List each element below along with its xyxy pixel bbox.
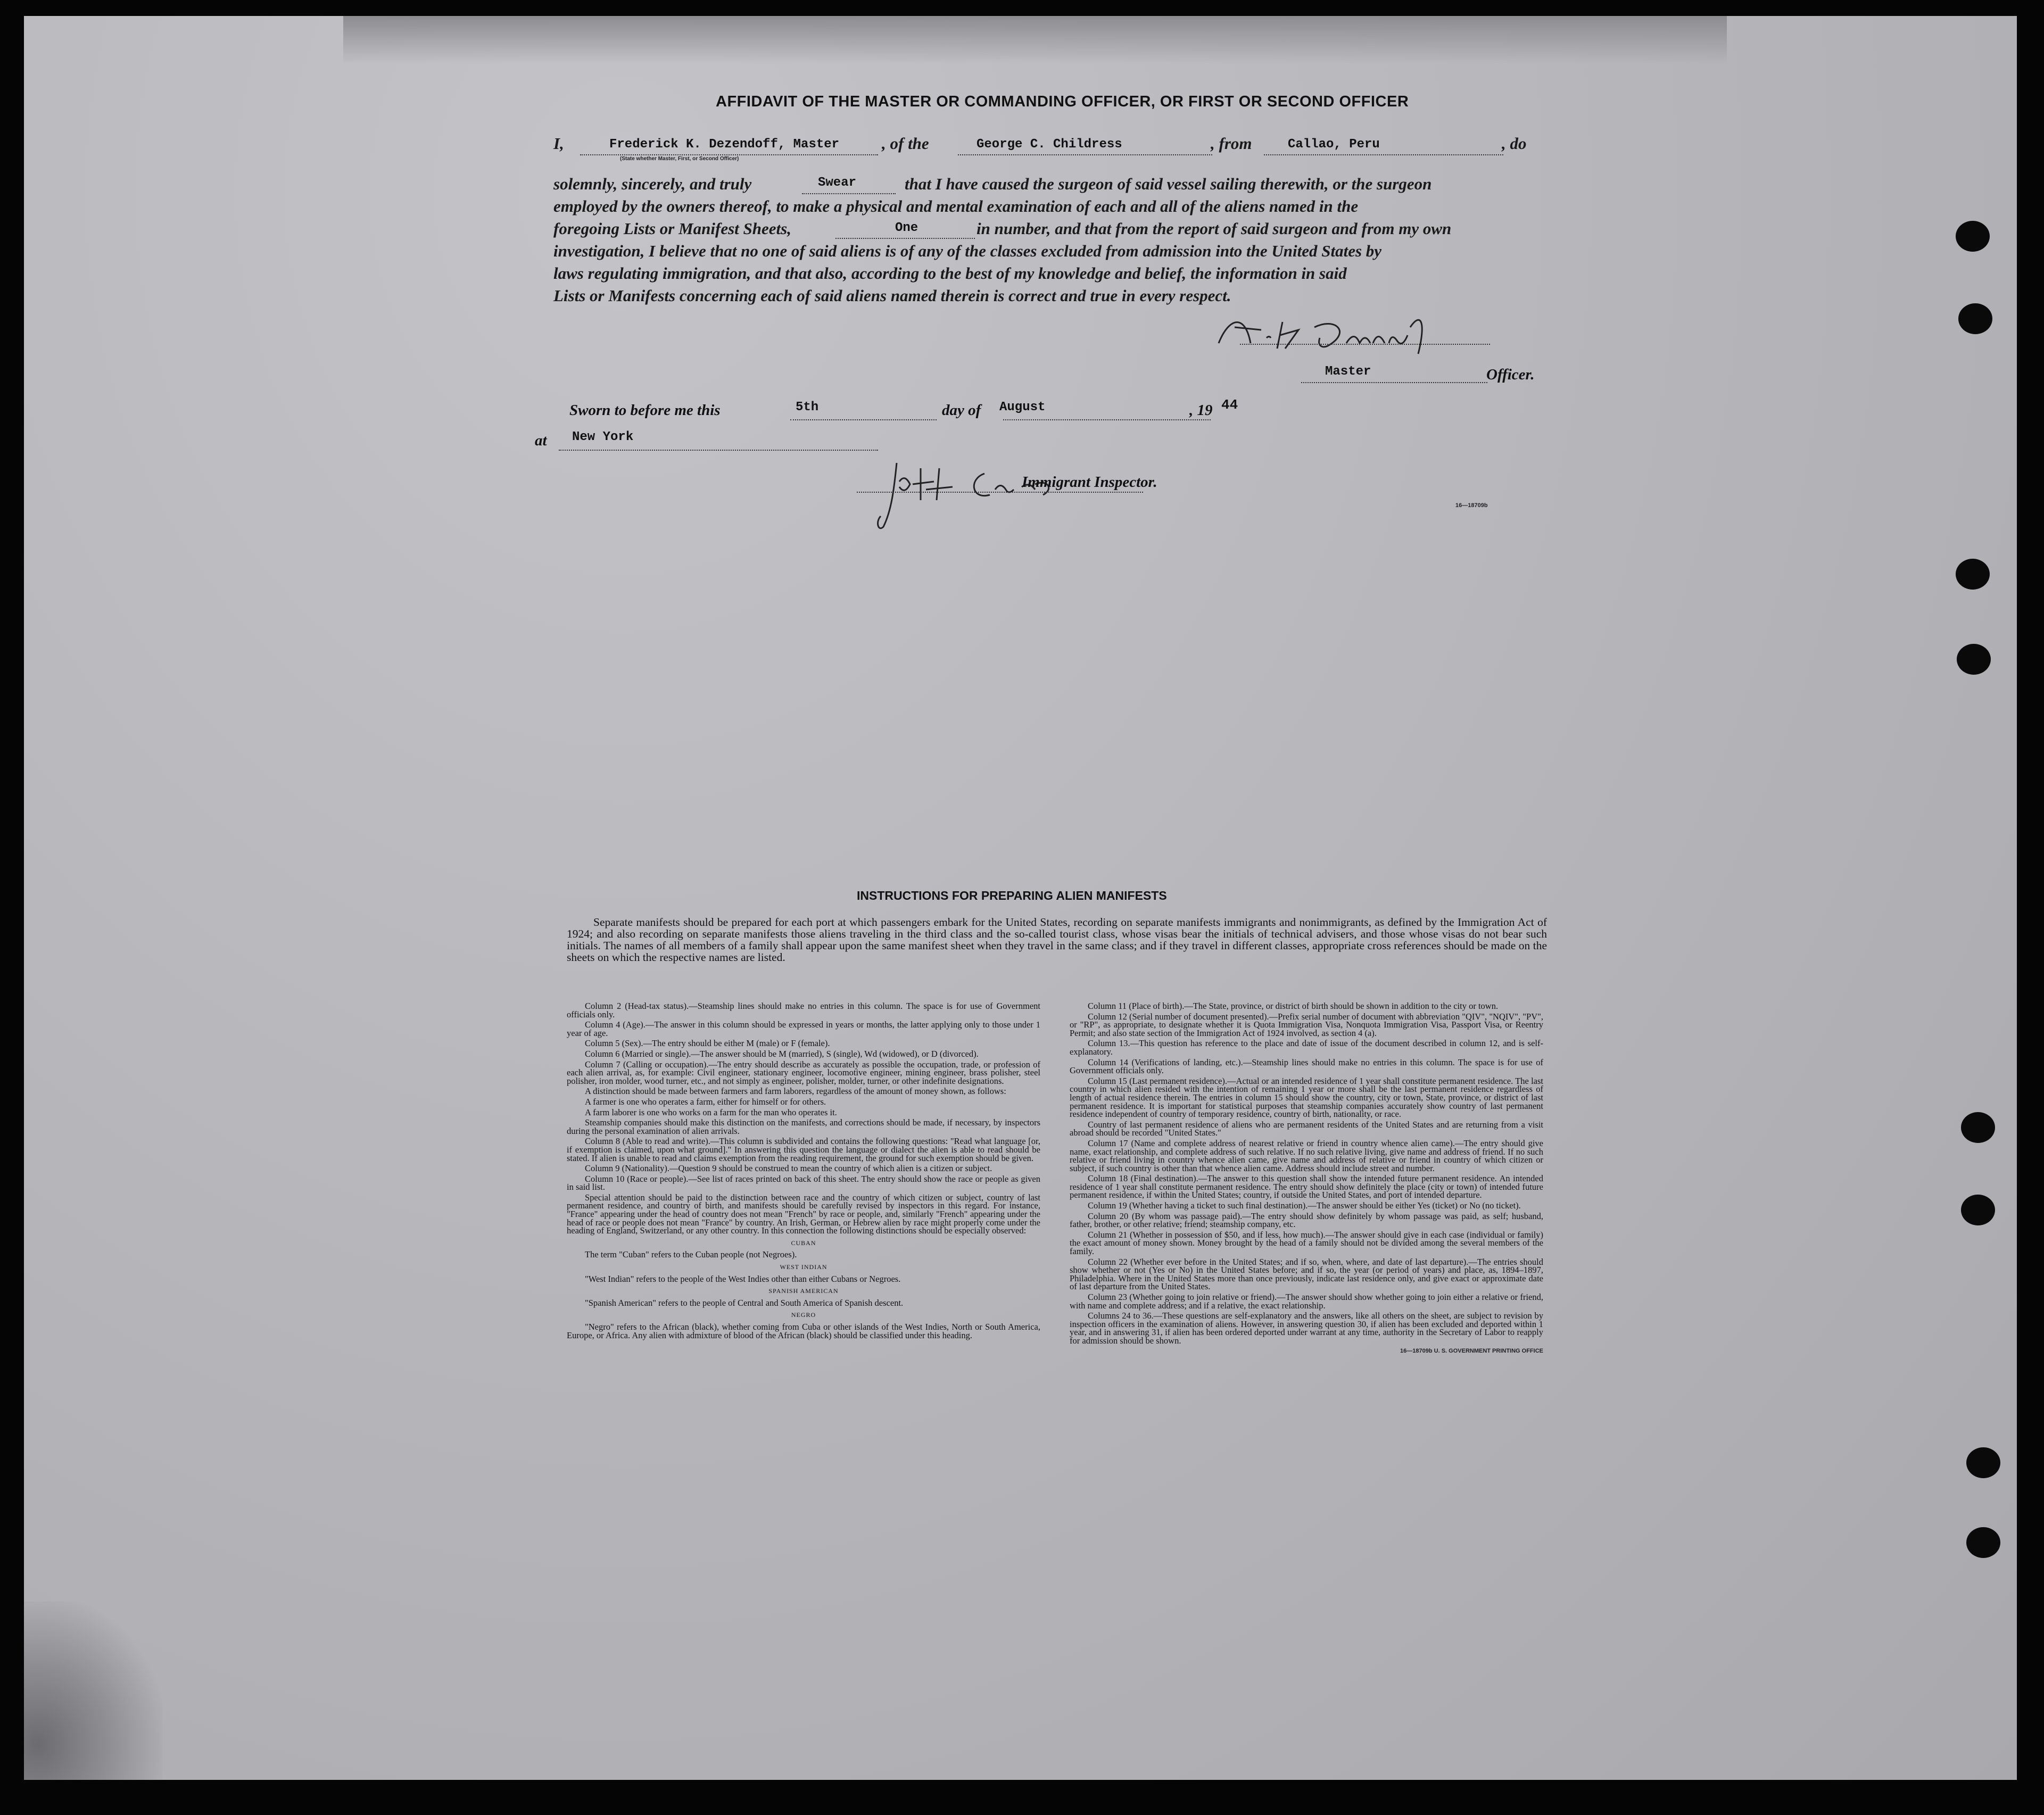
- from-label: , from: [1211, 134, 1252, 153]
- instruction-paragraph: Column 22 (Whether ever before in the United States; and if so, when, where, and date of last departure).—The entries should show whether or not (Yes or No) in the United States before; and if so, the year (or period of years) and place, as, 1894–1897, Philadelphia. Where in the United States more than once previously, indicate last residence only, and give exact or approximate date of last departure from the United States.: [1070, 1256, 1543, 1292]
- instruction-paragraph: Country of last permanent residence of aliens who are permanent residents of the United States and are returning from a visit abroad should be recorded "United States.": [1070, 1119, 1543, 1138]
- master-signature: [1213, 306, 1490, 364]
- instruction-paragraph: Column 7 (Calling or occupation).—The entry should describe as accurately as possible the occupation, trade, or profession of each alien arrival, as, for example: Civil engineer, stationary engineer, locomotive engineer, mining engineer, brass polisher, steel polisher, iron molder, wood turner, etc., and not simply as engineer, polisher, molder, turner, or other indefinite designations.: [567, 1059, 1040, 1086]
- instruction-paragraph: Special attention should be paid to the distinction between race and the country of which citizen or subject, country of last permanent residence, and country of birth, and manifests should be carefully revised by inspectors in this regard. For instance, "France" appearing under the head of country does not mean "French" by race or people, and, similarly "French" appearing under the head of race or people does not mean "France" by country. An Irish, German, or Hebrew alien by race might properly come under the heading of England, Switzerland, or any other country. In this connection the following distinctions should be especially observed:: [567, 1192, 1040, 1236]
- printing-office-footer: 16—18709b U. S. GOVERNMENT PRINTING OFFICE: [1400, 1347, 1543, 1354]
- at-label: at: [535, 432, 547, 449]
- sworn-label: Sworn to before me this: [569, 402, 721, 419]
- cuban-heading: CUBAN: [791, 1239, 816, 1247]
- instruction-paragraph: Column 8 (Able to read and write).—This column is subdivided and contains the following questions: "Read what language [or, if exemption is claimed, upon what ground]." In answering this question the language or dialect the alien is able to read should be stated. If alien is unable to read and claims exemption from the reading requirement, the ground for such exemption should be given.: [567, 1136, 1040, 1163]
- instruction-paragraph: Column 17 (Name and complete address of nearest relative or friend in country whence alien came).—The entry should give name, exact relationship, and complete address of such relative. If no such relative living, give name and address of friend. If no such relative or friend living in country whence alien came, give name and address of relative or friend in country of which citizen or subject, if such country is other than that whence alien came. Address should include street and number.: [1070, 1138, 1543, 1173]
- instructions-intro: Separate manifests should be prepared for each port at which passengers embark for the United States, recording on separate manifests immigrants and nonimmigrants, as defined by the Immigration Act of 1924; and also recording on separate manifests those aliens traveling in the third class and the so-called tourist class, whose visas bear the initials of technical advisers, and those whose visas do not bear such initials. The names of all members of a family shall appear upon the same manifest sheet when they travel in the same class; and if they travel in different classes, appropriate cross references should be made on the sheets on which the respective names are listed.: [567, 916, 1547, 964]
- punch-hole: [1961, 1112, 1995, 1143]
- instruction-paragraph: Columns 24 to 36.—These questions are self-explanatory and the answers, like all others on the sheet, are subject to revision by inspection officers in the examination of aliens. However, in answering question 30, if alien has been excluded and deported within 1 year, and in answering 31, if alien has been ordered deported under warrant at any time, authority in the Secretary of Labor to reapply for admission should be shown.: [1070, 1311, 1543, 1346]
- line2-prefix: solemnly, sincerely, and truly: [553, 175, 752, 193]
- instruction-paragraph: Steamship companies should make this distinction on the manifests, and corrections should be made, if necessary, by inspectors during the personal examination of alien arrivals.: [567, 1117, 1040, 1136]
- spanish-american-text: "Spanish American" refers to the people of Central and South America of Spanish descent.: [585, 1297, 904, 1308]
- instruction-paragraph: Column 2 (Head-tax status).—Steamship lines should make no entries in this column. The space is for use of Government officials only.: [567, 1001, 1040, 1020]
- instruction-paragraph: Column 21 (Whether in possession of $50, and if less, how much).—The answer should give in each case (individual or family) the exact amount of money shown. Money brought by the head of a family should not be divided among the several members of the family.: [1070, 1229, 1543, 1257]
- place-field: New York: [572, 430, 634, 444]
- underline: [835, 238, 975, 239]
- underline: [1264, 154, 1503, 155]
- underline: [1301, 382, 1487, 383]
- pronoun: I,: [553, 134, 564, 153]
- negro-heading: NEGRO: [791, 1311, 816, 1319]
- instruction-paragraph: Column 4 (Age).—The answer in this column should be expressed in years or months, the latter applying only to those under 1 year of age.: [567, 1020, 1040, 1038]
- underline: [1003, 419, 1211, 420]
- instruction-paragraph: Column 20 (By whom was passage paid).—The entry should show definitely by whom passage was paid, as self; husband, father, brother, or other relative; friend; steamship company, etc.: [1070, 1211, 1543, 1230]
- west-indian-text: "West Indian" refers to the people of the West Indies other than either Cubans or Negroes.: [585, 1273, 901, 1284]
- line2-suffix: that I have caused the surgeon of said vessel sailing therewith, or the surgeon: [905, 175, 1432, 193]
- inspector-label: Immigrant Inspector.: [1022, 474, 1157, 491]
- instructions-title: INSTRUCTIONS FOR PREPARING ALIEN MANIFESTS: [857, 889, 1167, 902]
- sheet-count-field: One: [895, 221, 918, 235]
- line4-suffix: in number, and that from the report of said surgeon and from my own: [977, 219, 1452, 238]
- punch-hole: [1966, 1527, 2000, 1558]
- instruction-paragraph: Column 18 (Final destination).—The answer to this question shall show the intended future permanent residence. An intended residence of 1 year shall constitute permanent residence. The entry should show definitely the place (city or town) of intended future permanent residence, if within the United States; country, if outside the United States, and port of intended departure.: [1070, 1173, 1543, 1200]
- instruction-paragraph: Column 10 (Race or people).—See list of races printed on back of this sheet. The entry should show the race or people as given in said list.: [567, 1173, 1040, 1192]
- underline: [559, 450, 878, 451]
- officer-rank-note: (State whether Master, First, or Second Officer): [620, 156, 739, 162]
- instruction-paragraph: Column 9 (Nationality).—Question 9 should be construed to mean the country of which alien is a citizen or subject.: [585, 1163, 992, 1174]
- negro-text: "Negro" refers to the African (black), whether coming from Cuba or other islands of the West Indies, North or South America, Europe, or Africa. Any alien with admixture of blood of the African (black) should be classified under this heading.: [567, 1322, 1040, 1340]
- instruction-paragraph: A farm laborer is one who works on a farm for the man who operates it.: [585, 1107, 837, 1117]
- paper-sheet: [24, 16, 2017, 1780]
- master-name-field: Frederick K. Dezendoff, Master: [609, 137, 840, 152]
- instruction-paragraph: Column 19 (Whether having a ticket to such final destination).—The answer should be either Yes (ticket) or No (no ticket).: [1088, 1200, 1521, 1211]
- instruction-paragraph: Column 6 (Married or single).—The answer should be M (married), S (single), Wd (widowed), or D (divorced).: [585, 1048, 979, 1059]
- instructions-left-column: [567, 1002, 1040, 1341]
- spanish-american-heading: SPANISH AMERICAN: [768, 1287, 839, 1295]
- of-the-label: , of the: [882, 134, 929, 153]
- affidavit-line-5: investigation, I believe that no one of said aliens is of any of the classes excluded from admission into the United States by: [553, 242, 1382, 260]
- instruction-paragraph: A farmer is one who operates a farm, either for himself or for others.: [585, 1096, 826, 1107]
- affidavit-line-3: employed by the owners thereof, to make a physical and mental examination of each and all of the aliens named in the: [553, 197, 1359, 216]
- corner-smudge: [24, 1602, 162, 1780]
- instruction-paragraph: Column 12 (Serial number of document presented).—Prefix serial number of document with abbreviation "QIV", "NQIV", "PV", or "RP", as appropriate, to designate whether it is Quota Immigration Visa, Nonquota Immigration Visa, Passport Visa, or Reentry Permit; and also state section of the Immigration Act of 1924 involved, as section 4 (a).: [1070, 1011, 1543, 1038]
- punch-hole: [1958, 303, 1992, 334]
- underline: [958, 154, 1212, 155]
- instructions-right-column: [1070, 1002, 1543, 1357]
- port-field: Callao, Peru: [1288, 137, 1380, 152]
- sworn-month-field: August: [999, 400, 1046, 415]
- oath-field: Swear: [818, 176, 857, 190]
- cuban-text: The term "Cuban" refers to the Cuban people (not Negroes).: [585, 1249, 797, 1260]
- underline: [790, 419, 937, 420]
- instruction-paragraph: Column 23 (Whether going to join relative or friend).—The answer should show whether going to join either a relative or friend, with name and complete address; and if a relative, the exact relationship.: [1070, 1292, 1543, 1311]
- punch-hole: [1966, 1447, 2000, 1478]
- punch-hole: [1957, 644, 1991, 675]
- form-number: 16—18709b: [1455, 502, 1488, 509]
- instruction-paragraph: A distinction should be made between farmers and farm laborers, regardless of the amount of money shown, as follows:: [585, 1086, 1006, 1097]
- inspector-signature: [846, 458, 1144, 532]
- do-label: , do: [1502, 134, 1527, 153]
- instruction-paragraph: Column 15 (Last permanent residence).—Actual or an intended residence of 1 year shall constitute permanent residence. The last country in which alien resided with the intention of remaining 1 year or more shall be the last permanent residence regardless of length of actual residence therein. The entries in column 15 should show the country, city or town, State, province, or district of last permanent residence. It is important for statistical purposes that steamship companies accurately show country of last permanent residence independent of country of temporary residence, country of birth, nationality, or race.: [1070, 1075, 1543, 1120]
- west-indian-heading: WEST INDIAN: [780, 1263, 827, 1271]
- underline: [580, 154, 878, 155]
- affidavit-title: AFFIDAVIT OF THE MASTER OR COMMANDING OFFICER, OR FIRST OR SECOND OFFICER: [716, 93, 1409, 110]
- punch-hole: [1956, 221, 1990, 252]
- top-shadow: [343, 16, 1727, 64]
- sworn-day-field: 5th: [796, 400, 819, 415]
- year-suffix-field: 44: [1221, 397, 1238, 413]
- officer-rank-field: Master: [1325, 364, 1371, 379]
- year-prefix: , 19: [1189, 402, 1213, 419]
- officer-label: Officer.: [1486, 366, 1535, 383]
- day-of-label: day of: [942, 402, 981, 419]
- punch-hole: [1961, 1195, 1995, 1225]
- vessel-name-field: George C. Childress: [977, 137, 1122, 152]
- affidavit-line-6: laws regulating immigration, and that also, according to the best of my knowledge and belief, the information in said: [553, 264, 1347, 283]
- line4-prefix: foregoing Lists or Manifest Sheets,: [553, 219, 791, 238]
- instruction-paragraph: Column 11 (Place of birth).—The State, province, or district of birth should be shown in addition to the city or town.: [1088, 1001, 1499, 1011]
- instruction-paragraph: Column 13.—This question has reference to the place and date of issue of the document described in column 12, and is self-explanatory.: [1070, 1038, 1543, 1057]
- punch-hole: [1956, 559, 1990, 590]
- instruction-paragraph: Column 14 (Verifications of landing, etc.).—Steamship lines should make no entries in this column. The space is for use of Government officials only.: [1070, 1057, 1543, 1076]
- instruction-paragraph: Column 5 (Sex).—The entry should be either M (male) or F (female).: [585, 1038, 830, 1049]
- affidavit-line-7: Lists or Manifests concerning each of said aliens named therein is correct and true in every respect.: [553, 286, 1231, 305]
- underline: [802, 193, 896, 194]
